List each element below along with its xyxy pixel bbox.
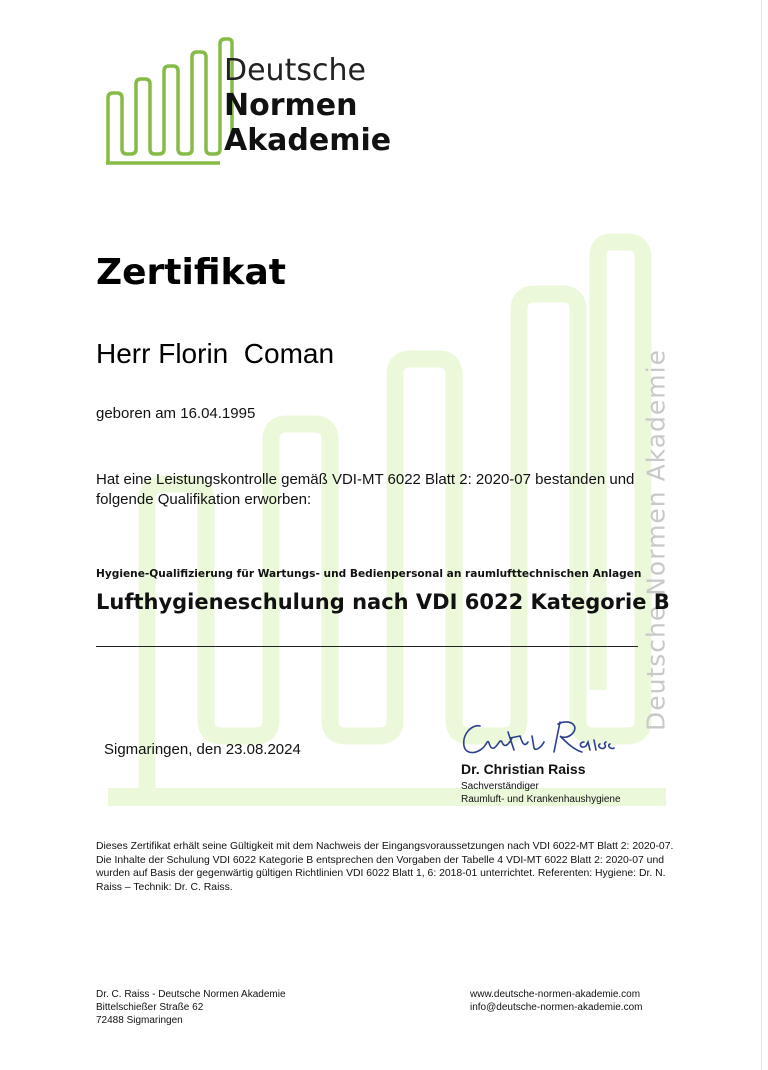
logo-wave-icon (104, 36, 236, 168)
signature (458, 712, 618, 762)
validity-note: Dieses Zertifikat erhält seine Gültigkeit mit dem Nachweis der Eingangsvoraussetzungen nach VDI 6022-MT Blatt 2: 2020-07. Die Inhalte der Schulung VDI 6022 Kategorie B entsprechen den Vorgaben der Tabelle 4 VDI-MT 6022 Blatt 2: 2020-07 und wurden auf Basis der gegenwärtig gültigen Richtlinien VDI 6022 Blatt 1, 6: 2018-01 unterrichtet. Referenten: Hygiene: Dr. N. Raiss – Technik: Dr. C. Raiss. (96, 841, 674, 893)
place-date: Sigmaringen, den 23.08.2024 (104, 741, 301, 758)
logo-line1: Deutsche (224, 53, 366, 88)
watermark-wave-shape (147, 242, 643, 792)
qualification-title: Lufthygieneschulung nach VDI 6022 Kategorie B (96, 590, 670, 614)
footer-address-line: 72488 Sigmaringen (96, 1015, 183, 1026)
signer-name: Dr. Christian Raiss (461, 761, 586, 777)
email-link[interactable]: info@deutsche-normen-akademie.com (470, 1002, 643, 1013)
qualification-subtitle: Hygiene-Qualifizierung für Wartungs- und Bedienpersonal an raumlufttechnischen Anlagen (96, 568, 642, 580)
logo-wordmark (224, 53, 391, 158)
logo-line3: Akademie (224, 123, 392, 158)
footer-address-line: Bittelschießer Straße 62 (96, 1002, 204, 1013)
signer-field: Raumluft- und Krankenhaushygiene (461, 794, 621, 805)
website-link[interactable]: www.deutsche-normen-akademie.com (470, 989, 641, 1000)
footer-contact (470, 988, 642, 1014)
birth-date: geboren am 16.04.1995 (96, 405, 256, 422)
footer-address (96, 988, 286, 1027)
certificate-title: Zertifikat (96, 252, 286, 293)
footer-address-line: Dr. C. Raiss - Deutsche Normen Akademie (96, 989, 286, 1000)
logo-line2: Normen (224, 88, 358, 123)
watermark-label: Deutsche Normen Akademie (641, 349, 671, 731)
achievement-statement: Hat eine Leistungskontrolle gemäß VDI-MT 6022 Blatt 2: 2020-07 bestanden und folgende Qualifikation erworben: (96, 471, 635, 508)
recipient-name: Herr Florin Coman (96, 338, 335, 369)
signer-role: Sachverständiger (461, 781, 539, 792)
divider-line (96, 646, 638, 647)
